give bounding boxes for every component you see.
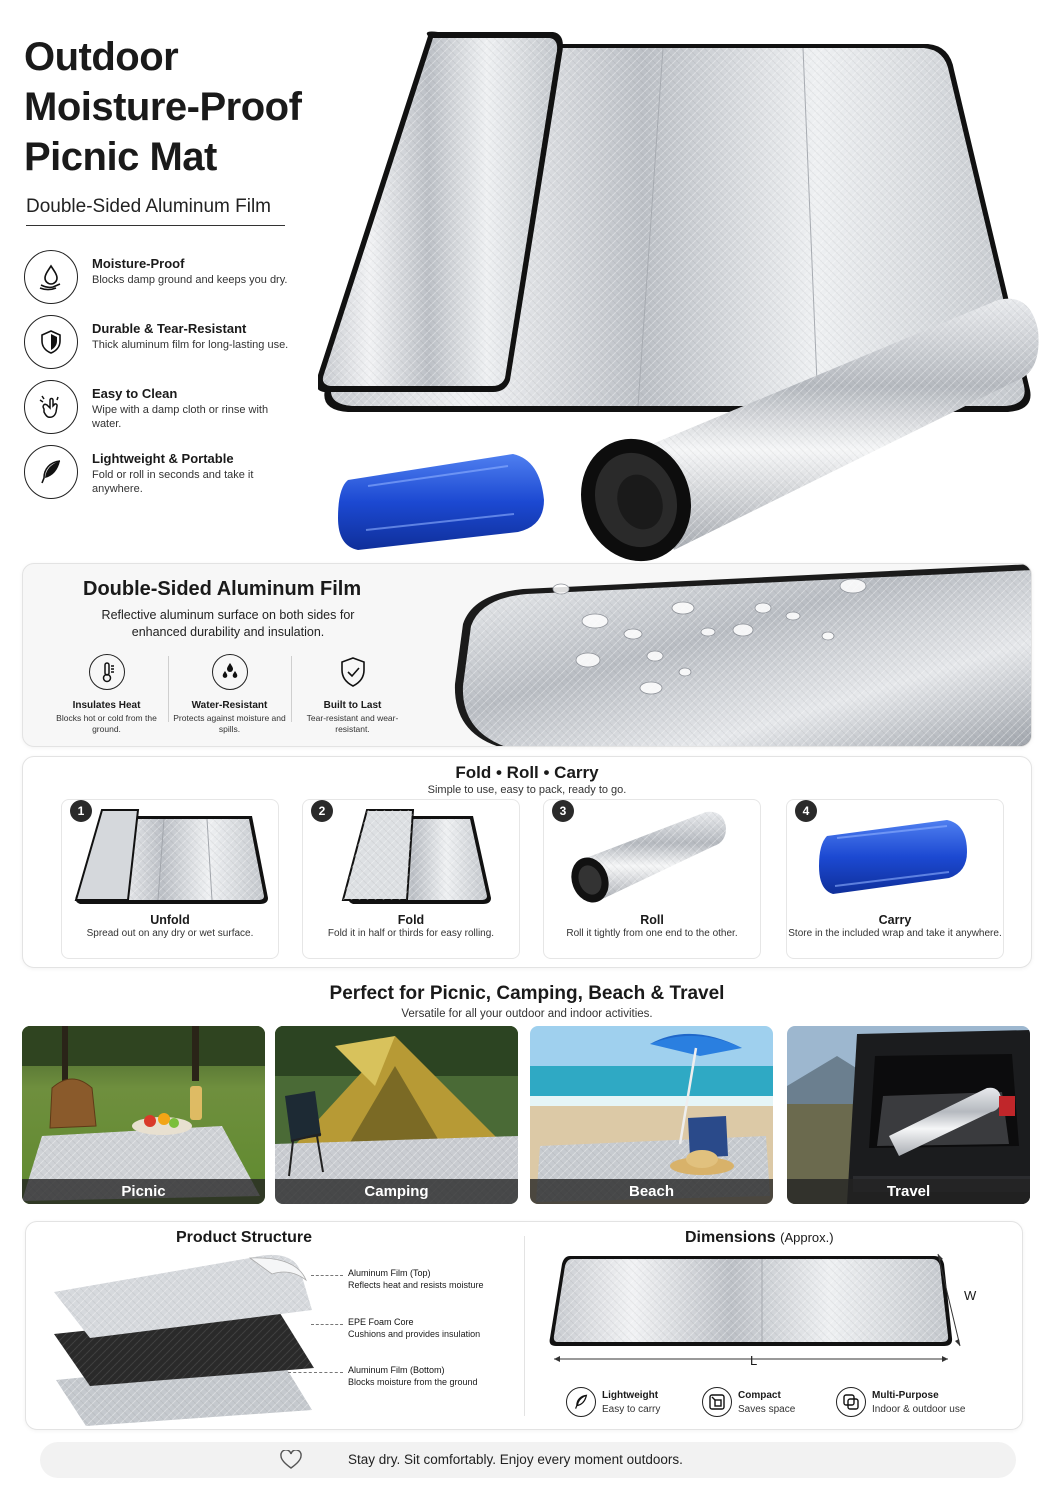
dimensions-title — [685, 1229, 834, 1247]
dim-feature-title: Multi-Purpose — [872, 1390, 939, 1401]
feature-desc: Wipe with a damp cloth or rinse with water. — [92, 404, 269, 430]
shield-icon — [24, 315, 78, 369]
layer-desc: Blocks moisture from the ground — [348, 1377, 478, 1387]
film-feature-built — [291, 650, 414, 734]
scene-label: Beach — [530, 1179, 773, 1204]
layer-label-top — [348, 1267, 484, 1291]
leader-line — [311, 1324, 343, 1325]
step-number-badge: 1 — [70, 800, 92, 822]
width-label: W — [964, 1288, 977, 1303]
hero-mat-illustration — [318, 30, 1048, 570]
feature-lightweight — [24, 443, 324, 508]
subtitle-underline — [26, 225, 285, 226]
scene-label: Travel — [787, 1179, 1030, 1204]
section-title: Perfect for Picnic, Camping, Beach & Travel — [329, 983, 725, 1004]
film-feature-desc: Protects against moisture and spills. — [173, 713, 286, 734]
compact-icon — [702, 1387, 732, 1417]
footer-bar — [40, 1442, 1016, 1478]
step-title: Fold — [397, 913, 425, 927]
scene-picnic — [22, 1026, 265, 1204]
feature-title: Moisture-Proof — [92, 256, 185, 271]
film-feature-title: Insulates Heat — [72, 700, 141, 711]
roll-mat-image — [554, 806, 752, 914]
multi-purpose-icon — [836, 1387, 866, 1417]
feature-moisture-proof — [24, 248, 324, 313]
section-description: Reflective aluminum surface on both sides for enhanced durability and insulation. — [101, 608, 355, 639]
step-card-unfold — [61, 799, 279, 959]
footer-tagline: Stay dry. Sit comfortably. Enjoy every moment outdoors. — [348, 1452, 683, 1467]
leader-line — [311, 1275, 343, 1276]
dimensions-title-text: Dimensions — [685, 1229, 776, 1246]
layer-label-core — [348, 1316, 480, 1340]
hero-feature-list — [24, 248, 324, 508]
dim-feature-desc: Easy to carry — [602, 1404, 661, 1415]
carry-wrap-image — [797, 806, 995, 914]
length-label: L — [750, 1353, 758, 1368]
feature-desc: Thick aluminum film for long-lasting use. — [92, 339, 289, 351]
step-title: Roll — [640, 913, 664, 927]
feather-icon — [566, 1387, 596, 1417]
section-subtitle: Versatile for all your outdoor and indoor activities. — [401, 1008, 653, 1020]
dim-feature-desc: Indoor & outdoor use — [872, 1404, 966, 1415]
section-title: Fold • Roll • Carry — [455, 763, 599, 782]
feature-title: Durable & Tear-Resistant — [92, 321, 247, 336]
step-card-carry — [786, 799, 1004, 959]
water-drops-icon — [212, 654, 248, 690]
film-feature-insulates — [45, 650, 168, 734]
structure-title: Product Structure — [176, 1229, 313, 1246]
picnic-scene-image — [22, 1026, 265, 1204]
page-title: Outdoor Moisture-Proof Picnic Mat — [24, 35, 302, 179]
step-title: Carry — [878, 913, 912, 927]
step-desc: Spread out on any dry or wet surface. — [86, 928, 254, 939]
hero-subtitle: Double-Sided Aluminum Film — [26, 196, 271, 217]
dimension-diagram — [548, 1250, 988, 1378]
film-feature-list — [45, 650, 415, 734]
heart-icon — [280, 1450, 302, 1470]
scene-travel — [787, 1026, 1030, 1204]
thermometer-icon — [89, 654, 125, 690]
scene-label: Camping — [275, 1179, 518, 1204]
shield-check-icon — [335, 654, 371, 690]
feather-icon — [24, 445, 78, 499]
dim-feature-title: Compact — [738, 1390, 781, 1401]
film-feature-water — [168, 650, 291, 734]
dim-feature-title: Lightweight — [602, 1390, 659, 1401]
droplet-hand-icon — [24, 250, 78, 304]
section-subtitle: Simple to use, easy to pack, ready to go. — [427, 784, 627, 796]
step-card-roll — [543, 799, 761, 959]
step-number-badge: 2 — [311, 800, 333, 822]
scene-label: Picnic — [22, 1179, 265, 1204]
step-desc: Store in the included wrap and take it anywhere. — [788, 928, 1002, 939]
layer-desc: Cushions and provides insulation — [348, 1329, 481, 1339]
step-number-badge: 3 — [552, 800, 574, 822]
feature-easy-clean — [24, 378, 324, 443]
feature-desc: Fold or roll in seconds and take it anywhere. — [92, 469, 254, 495]
scene-beach — [530, 1026, 773, 1204]
section-title: Double-Sided Aluminum Film — [83, 578, 362, 600]
fold-mat-image — [313, 806, 511, 914]
feature-title: Lightweight & Portable — [92, 451, 234, 466]
layer-name: Aluminum Film (Bottom) — [348, 1365, 445, 1375]
dimensions-note: (Approx.) — [780, 1230, 834, 1245]
layer-stack-illustration — [50, 1250, 320, 1426]
step-desc: Roll it tightly from one end to the other. — [566, 928, 738, 939]
dim-feature-desc: Saves space — [738, 1404, 796, 1415]
layer-name: Aluminum Film (Top) — [348, 1268, 431, 1278]
aluminum-film-section — [22, 563, 1032, 747]
film-feature-title: Water-Resistant — [191, 700, 268, 711]
film-feature-desc: Tear-resistant and wear-resistant. — [306, 713, 399, 734]
beach-scene-image — [530, 1026, 773, 1204]
step-title: Unfold — [150, 913, 190, 927]
feature-durable — [24, 313, 324, 378]
step-desc: Fold it in half or thirds for easy rolling. — [327, 928, 495, 939]
layer-name: EPE Foam Core — [348, 1317, 414, 1327]
film-feature-desc: Blocks hot or cold from the ground. — [56, 713, 157, 734]
film-feature-title: Built to Last — [323, 700, 382, 711]
water-droplets-on-foil-image — [443, 564, 1032, 747]
use-cases-section — [22, 978, 1032, 1206]
layer-desc: Reflects heat and resists moisture — [348, 1280, 484, 1290]
step-card-fold — [302, 799, 520, 959]
hand-wipe-icon — [24, 380, 78, 434]
feature-desc: Blocks damp ground and keeps you dry. — [92, 274, 288, 286]
structure-dimensions-section — [25, 1221, 1023, 1430]
layer-label-bottom — [348, 1364, 478, 1388]
travel-scene-image — [787, 1026, 1030, 1204]
scene-camping — [275, 1026, 518, 1204]
section-divider — [524, 1236, 525, 1416]
fold-roll-carry-section — [22, 756, 1032, 968]
leader-line — [288, 1372, 343, 1373]
unfold-mat-image — [72, 806, 270, 914]
step-number-badge: 4 — [795, 800, 817, 822]
feature-title: Easy to Clean — [92, 386, 178, 401]
camping-scene-image — [275, 1026, 518, 1204]
